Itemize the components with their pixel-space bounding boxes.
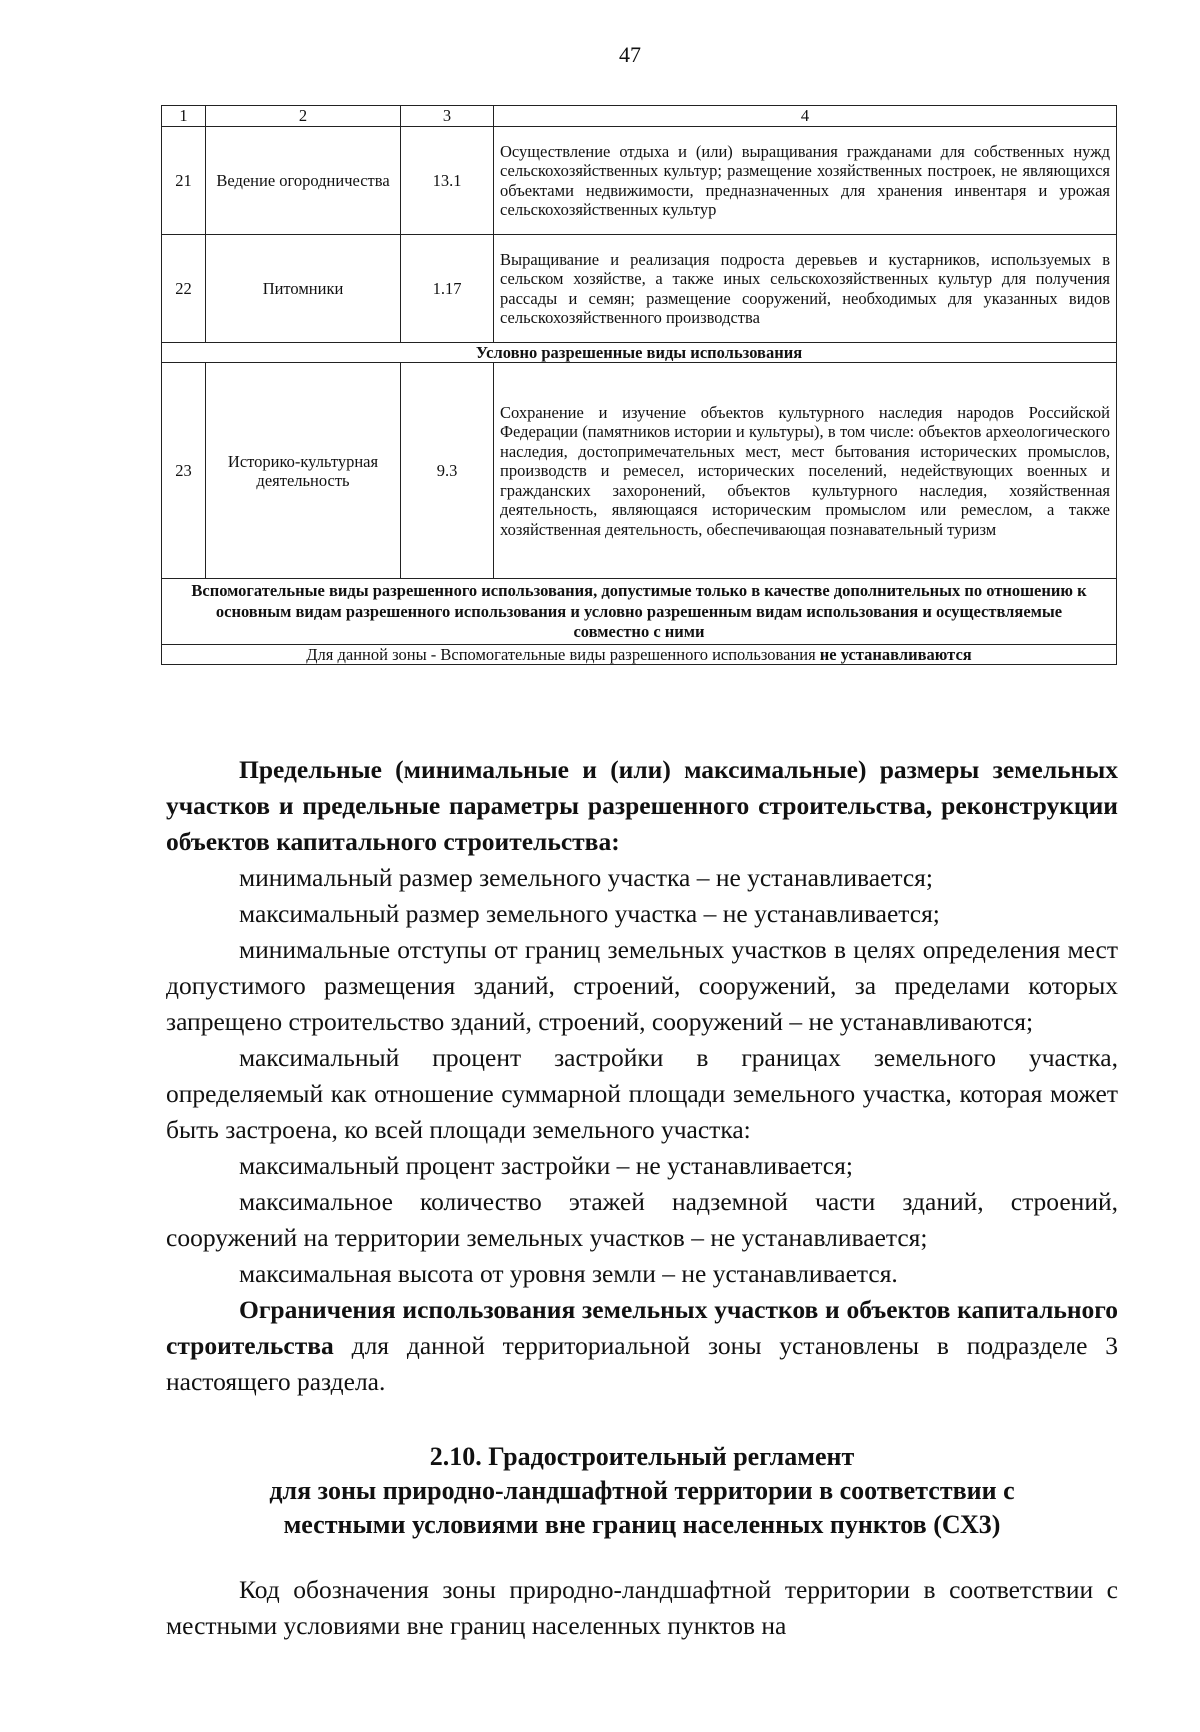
zone-code-paragraph: Код обозначения зоны природно-ландшафтной территории в соответствии с местными условиями вне границ населенных пунктов на bbox=[166, 1575, 1118, 1640]
limits-heading: Предельные (минимальные и (или) максимальные) размеры земельных участков и предельные параметры разрешенного строительства, реконструкции объектов капитального строительства: bbox=[166, 755, 1118, 856]
limit-item: максимальная высота от уровня земли – не устанавливается. bbox=[239, 1259, 898, 1288]
section-row bbox=[162, 343, 1117, 363]
table-header-row bbox=[162, 106, 1117, 127]
restrictions-text: для данной территориальной зоны установлены в подразделе 3 настоящего раздела. bbox=[166, 1331, 1118, 1396]
use-type-name: Историко-культурная деятельность bbox=[206, 363, 401, 579]
header-cell: 3 bbox=[401, 106, 494, 127]
header-cell: 1 bbox=[162, 106, 206, 127]
limit-item: максимальный процент застройки – не устанавливается; bbox=[239, 1151, 853, 1180]
auxiliary-uses-note bbox=[162, 644, 1117, 664]
section-title-line: местными условиями вне границ населенных пунктов (СХ3) bbox=[283, 1510, 1001, 1539]
table-row bbox=[162, 363, 1117, 579]
use-type-code: 13.1 bbox=[401, 127, 494, 235]
section-title-line: 2.10. Градостроительный регламент bbox=[429, 1442, 855, 1471]
use-type-description: Сохранение и изучение объектов культурного наследия народов Российской Федерации (памятников истории и культуры), в том числе: объектов археологического наследия, достопримечательных мест, мест бытования исторических промыслов, производств и ремесел, исторических поселений, недействующих военных и гражданских захоронений, объектов культурного наследия, хозяйственная деятельность, являющаяся историческим промыслом или ремеслом, а также хозяйственная деятельность, обеспечивающая познавательный туризм bbox=[494, 363, 1117, 579]
note-emphasis: не устанавливаются bbox=[815, 644, 972, 664]
row-number: 23 bbox=[162, 363, 206, 579]
use-type-name: Питомники bbox=[206, 235, 401, 343]
use-type-code: 9.3 bbox=[401, 363, 494, 579]
main-text bbox=[166, 752, 1118, 1644]
row-number: 22 bbox=[162, 235, 206, 343]
use-type-name: Ведение огородничества bbox=[206, 127, 401, 235]
auxiliary-uses-heading: Вспомогательные виды разрешенного использования, допустимые только в качестве дополнительных по отношению к основным видам разрешенного использования и условно разрешенным видам использования и осуществляемые совместно с ними bbox=[162, 579, 1117, 644]
use-type-code: 1.17 bbox=[401, 235, 494, 343]
limit-item: минимальный размер земельного участка – не устанавливается; bbox=[239, 863, 933, 892]
limit-item: максимальный размер земельного участка – не устанавливается; bbox=[239, 899, 940, 928]
section-title bbox=[166, 1440, 1118, 1542]
page-number: 47 bbox=[619, 42, 641, 67]
limit-item: максимальное количество этажей надземной части зданий, строений, сооружений на территории земельных участков – не устанавливается; bbox=[166, 1187, 1118, 1252]
land-use-table bbox=[161, 105, 1117, 665]
table-row bbox=[162, 235, 1117, 343]
section-row bbox=[162, 579, 1117, 644]
header-cell: 4 bbox=[494, 106, 1117, 127]
restrictions-paragraph bbox=[166, 1292, 1118, 1400]
use-type-description: Выращивание и реализация подроста деревьев и кустарников, используемых в сельском хозяйстве, а также иных сельскохозяйственных культур для получения рассады и семян; размещение сооружений, необходимых для указанных видов сельскохозяйственного производства bbox=[494, 235, 1117, 343]
table-row bbox=[162, 127, 1117, 235]
restrictions-bold: Ограничения использования земельных участков и объектов капитального строительства bbox=[166, 1295, 1118, 1360]
note-row bbox=[162, 644, 1117, 664]
note-text: Для данной зоны - Вспомогательные виды разрешенного использования bbox=[306, 644, 816, 664]
conditional-uses-heading: Условно разрешенные виды использования bbox=[162, 343, 1117, 363]
header-cell: 2 bbox=[206, 106, 401, 127]
use-type-description: Осуществление отдыха и (или) выращивания гражданами для собственных нужд сельскохозяйственных культур; размещение хозяйственных построек, не являющихся объектами недвижимости, предназначенных для хранения инвентаря и урожая сельскохозяйственных культур bbox=[494, 127, 1117, 235]
limit-item: максимальный процент застройки в границах земельного участка, определяемый как отношение суммарной площади земельного участка, которая может быть застроена, ко всей площади земельного участка: bbox=[166, 1043, 1118, 1144]
row-number: 21 bbox=[162, 127, 206, 235]
limit-item: минимальные отступы от границ земельных участков в целях определения мест допустимого размещения зданий, строений, сооружений, за пределами которых запрещено строительство зданий, строений, сооружений – не устанавливаются; bbox=[166, 935, 1118, 1036]
section-title-line: для зоны природно-ландшафтной территории в соответствии с bbox=[269, 1476, 1015, 1505]
